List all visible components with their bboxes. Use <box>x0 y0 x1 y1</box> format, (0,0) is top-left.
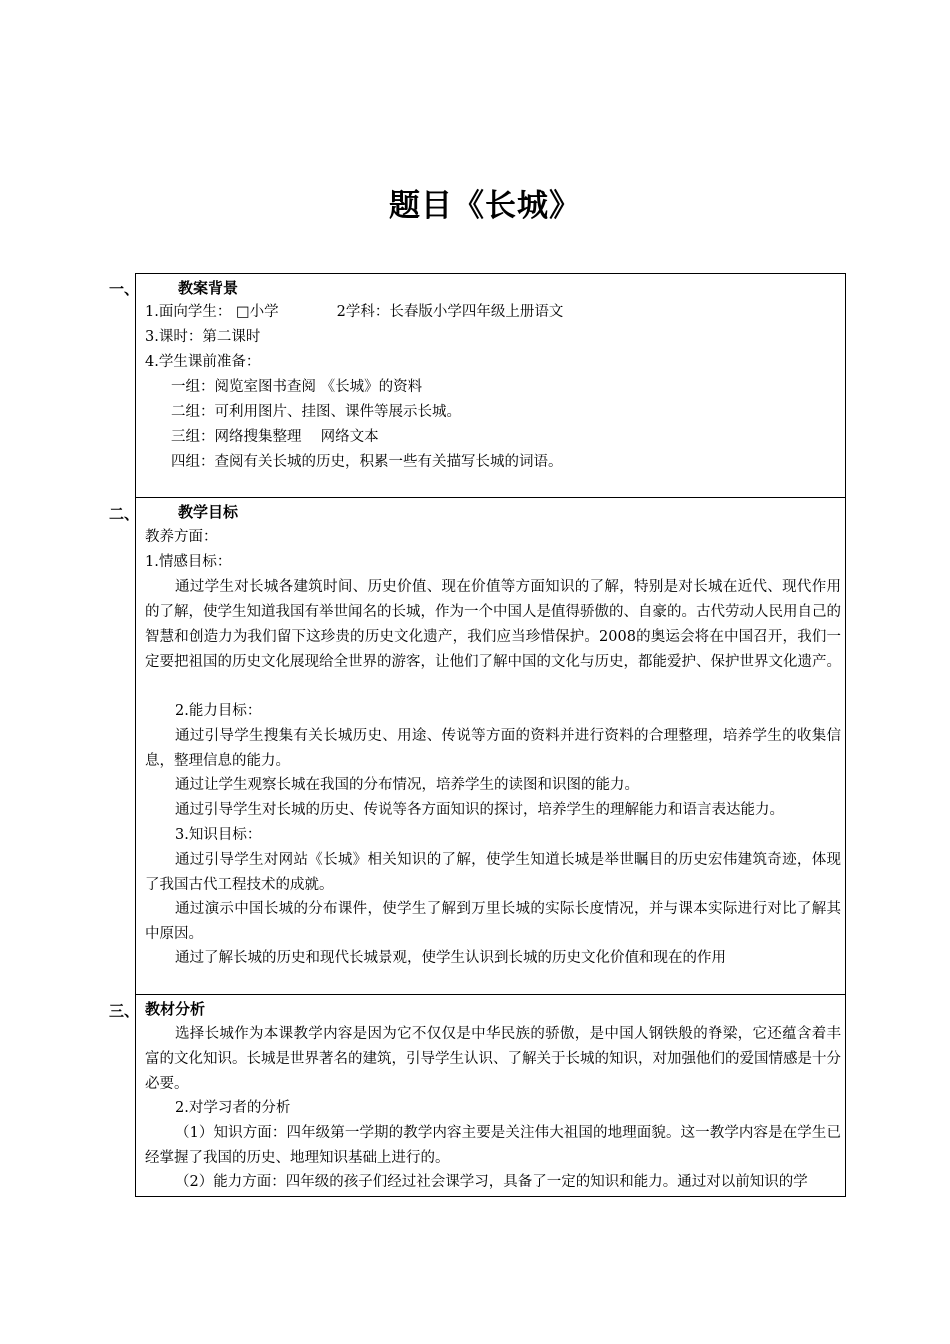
s1-line-period: 3.课时：第二课时 <box>145 329 261 345</box>
section-2-heading: 教学目标 <box>178 503 239 521</box>
section-3-number: 三、 <box>109 1002 140 1020</box>
page-title: 题目《长城》 <box>389 188 581 224</box>
s2-para-ability-3: 通过引导学生对长城的历史、传说等各方面知识的探讨，培养学生的理解能力和语言表达能力。 <box>175 802 784 818</box>
s1-line-group2: 二组：可利用图片、挂图、课件等展示长城。 <box>171 404 461 420</box>
s1-line-group4: 四组：查阅有关长城的历史，积累一些有关描写长城的词语。 <box>171 454 563 470</box>
s2-line-ability: 2.能力目标： <box>175 703 262 719</box>
s2-para-ability-1: 通过引导学生搜集有关长城历史、用途、传说等方面的资料并进行资料的合理整理，培养学生的收集信息，整理信息的能力。 <box>145 728 841 769</box>
section-2-number: 二、 <box>109 505 140 523</box>
s2-para-knowledge-1: 通过引导学生对网站《长城》相关知识的了解，使学生知道长城是举世瞩目的历史宏伟建筑奇迹，体现了我国古代工程技术的成就。 <box>145 852 841 893</box>
section-1-heading: 教案背景 <box>178 279 239 297</box>
s2-line-aspect: 教养方面： <box>145 529 218 545</box>
s2-line-knowledge: 3.知识目标： <box>175 827 262 843</box>
section-3-heading: 教材分析 <box>145 1000 206 1018</box>
s2-para-emotion: 通过学生对长城各建筑时间、历史价值、现在价值等方面知识的了解，特别是对长城在近代、现代作用的了解，使学生知道我国有举世闻名的长城，作为一个中国人是值得骄傲的、自豪的。古代劳动人民用自己的智慧和创造力为我们留下这珍贵的历史文化遗产，我们应当珍惜保护。2008的奥运会将在中国召开，我们一定要把祖国的历史文化展现给全世界的游客，让他们了解中国的文化与历史，都能爱护、保护世界文化遗产。 <box>145 579 841 670</box>
s3-para-ability: （2）能力方面：四年级的孩子们经过社会课学习，具备了一定的知识和能力。通过对以前知识的学 <box>175 1174 808 1190</box>
s1-line-prep: 4.学生课前准备： <box>145 354 261 370</box>
s2-para-ability-2: 通过让学生观察长城在我国的分布情况，培养学生的读图和识图的能力。 <box>175 777 639 793</box>
s3-para-knowledge: （1）知识方面：四年级第一学期的教学内容主要是关注伟大祖国的地理面貌。这一教学内容是在学生已经掌握了我国的历史、地理知识基础上进行的。 <box>145 1125 841 1166</box>
s1-line-group1: 一组：阅览室图书查阅 《长城》的资料 <box>171 379 423 395</box>
s1-line-group3: 三组：网络搜集整理 网络文本 <box>171 429 379 445</box>
s2-line-emotion: 1.情感目标： <box>145 554 232 570</box>
section-1-number: 一、 <box>109 280 140 298</box>
s1-line-audience: 1.面向学生： □小学 2学科：长春版小学四年级上册语文 <box>145 304 564 320</box>
s3-para-intro: 选择长城作为本课教学内容是因为它不仅仅是中华民族的骄傲，是中国人钢铁般的脊梁，它还蕴含着丰富的文化知识。长城是世界著名的建筑，引导学生认识、了解关于长城的知识，对加强他们的爱国情感是十分必要。 <box>145 1026 841 1092</box>
s2-para-knowledge-2: 通过演示中国长城的分布课件，使学生了解到万里长城的实际长度情况，并与课本实际进行对比了解其中原因。 <box>145 901 841 942</box>
s3-line-learner: 2.对学习者的分析 <box>175 1100 291 1116</box>
s2-para-knowledge-3: 通过了解长城的历史和现代长城景观，使学生认识到长城的历史文化价值和现在的作用 <box>175 950 726 966</box>
